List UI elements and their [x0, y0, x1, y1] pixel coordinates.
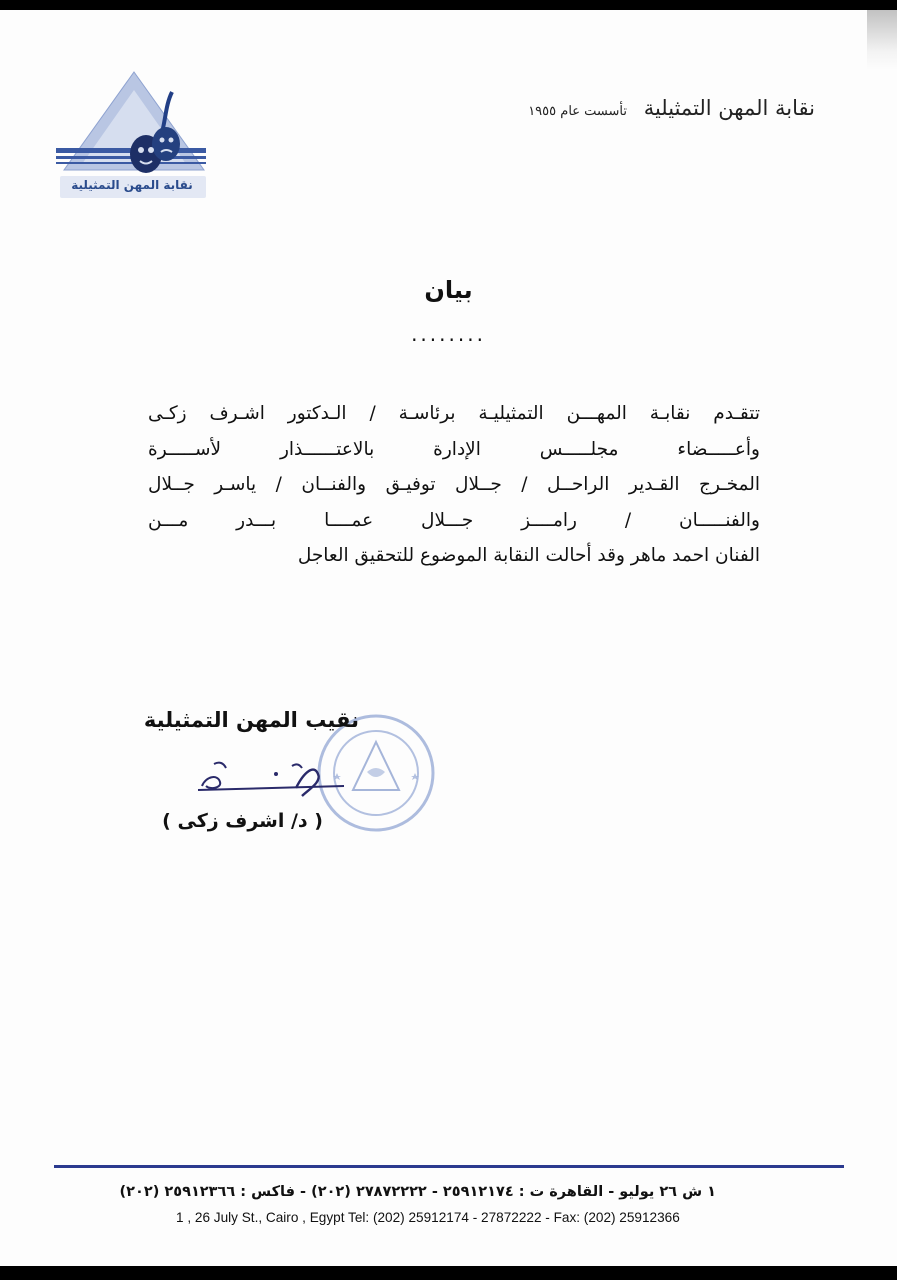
syndicate-logo — [54, 68, 210, 202]
signatory-title: نقيب المهن التمثيلية — [143, 708, 359, 732]
body-line-2: وأعـــــضاء مجلـــــس الإدارة بالاعتــــــذار لأســـــرة — [148, 438, 760, 460]
org-name-text: نقابة المهن التمثيلية — [643, 96, 815, 120]
page-edge-shadow — [867, 10, 897, 70]
signatory-name: ( د/ اشرف زكى ) — [162, 810, 323, 832]
footer-address-english: 1 , 26 July St., Cairo , Egypt Tel: (202) 25912174 - 27872222 - Fax: (202) 25912366 — [176, 1210, 680, 1225]
statement-body — [148, 396, 760, 574]
founded-text: تأسست عام ١٩٥٥ — [528, 104, 628, 119]
document-page — [0, 10, 897, 1266]
letterhead-org-name — [528, 96, 815, 120]
statement-title: بيان — [424, 276, 473, 304]
footer-address-arabic: ١ ش ٢٦ يوليو - القاهرة ت : ٢٥٩١٢١٧٤ - ٢٧٨٧٢٢٢٢ (٢٠٢) - فاكس : ٢٥٩١٢٣٦٦ (٢٠٢) — [119, 1184, 716, 1200]
footer-rule — [54, 1165, 844, 1168]
body-line-5: الفنان احمد ماهر وقد أحالت النقابة الموضوع للتحقيق العاجل — [297, 545, 760, 566]
body-line-4: والفنـــــان / رامــــز جـــلال عمــــا بـــدر مـــن — [148, 509, 760, 531]
body-line-3: المخـرج القـدير الراحــل / جــلال توفيـق والفنــان / ياسـر جــلال — [148, 474, 760, 495]
handwritten-signature-icon — [196, 752, 346, 802]
logo-caption: نقابة المهن التمثيلية — [71, 178, 193, 192]
body-line-1: تتقـدم نقابـة المهـــن التمثيليـة برئاسـة / الـدكتور اشـرف زكـى — [148, 403, 760, 424]
title-dots: ........ — [411, 322, 486, 346]
